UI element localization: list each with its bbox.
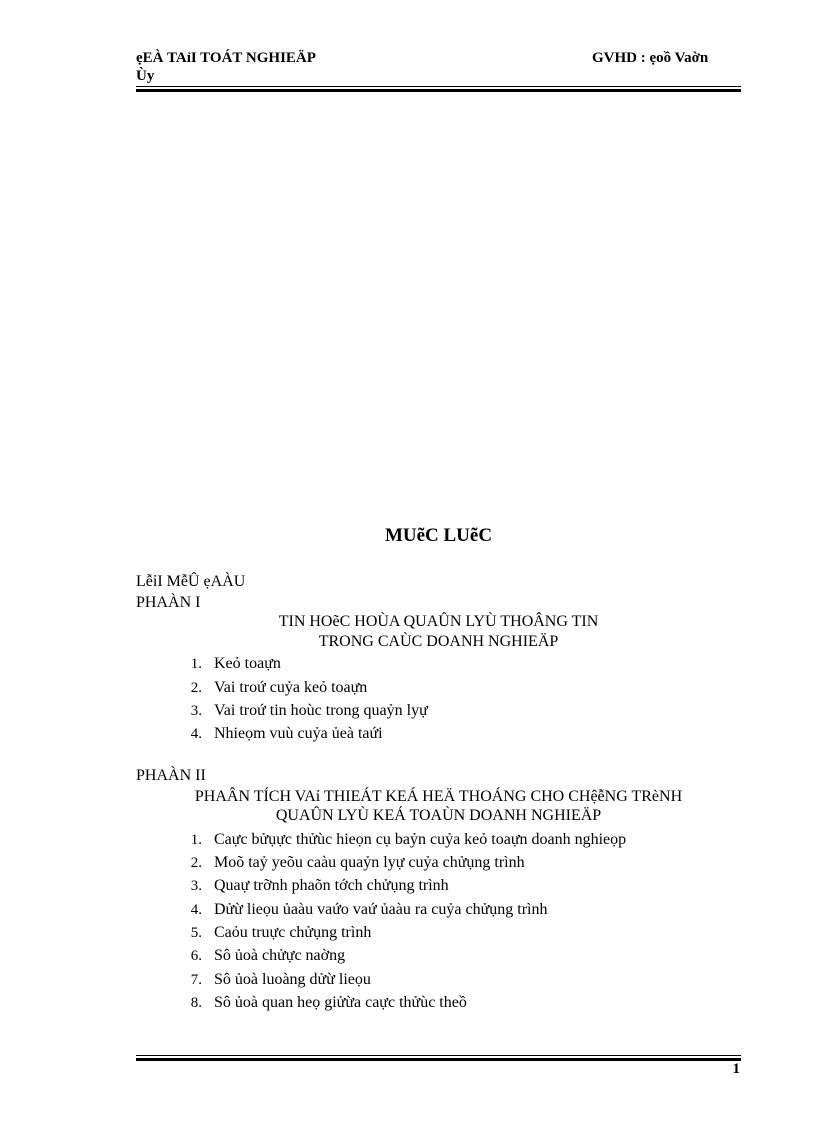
header-title: ẹEÀ TAỉI TOÁT NGHIEÄP xyxy=(136,50,316,66)
header-title-continuation: Ùy xyxy=(136,68,155,84)
header-supervisor: GVHD : ẹoồ Vaờn xyxy=(592,50,709,66)
toc-entry-number: 3. xyxy=(190,703,202,719)
part2-title-line2: QUAÛN LYÙ KEÁ TOAÙN DOANH NGHIEÄP xyxy=(275,807,602,824)
part2-label: PHAÀN II xyxy=(136,767,206,784)
toc-entry-number: 1. xyxy=(190,656,202,672)
toc-entry-text: Sô ủoà quan heọ giửừa caực thửùc theồ xyxy=(214,994,467,1011)
toc-entry-text: Quaự trỡnh phaõn tớch chửụng trình xyxy=(214,877,449,894)
header-rule-thin xyxy=(136,86,741,87)
toc-entry-text: Vai troứ cuỷa keỏ toaựn xyxy=(214,679,368,696)
toc-entry-number: 4. xyxy=(190,726,202,742)
footer-rule-thin xyxy=(136,1055,741,1056)
page-number: 1 xyxy=(732,1061,740,1077)
toc-entry-text: Nhieọm vuù cuỷa ủeà taứi xyxy=(214,725,383,742)
part2-title-line1: PHAÂN TÍCH VAỉ THIEÁT KEÁ HEÄ THOÁNG CHO CHệễNG TRèNH xyxy=(194,788,683,805)
toc-entry-text: Caỏu truực chửụng trình xyxy=(214,924,372,941)
toc-entry-number: 3. xyxy=(190,878,202,894)
toc-entry-text: Sô ủoà luoàng dửừ lieọu xyxy=(214,971,371,988)
toc-entry-text: Vai troứ tin hoùc trong quaỷn lyự xyxy=(214,702,428,719)
header-rule-thick xyxy=(136,89,741,92)
toc-entry-number: 7. xyxy=(190,972,202,988)
toc-entry-text: Dửừ lieọu ủaàu vaứo vaứ ủaàu ra cuỷa chửụng trình xyxy=(214,901,548,918)
toc-entry-number: 1. xyxy=(190,832,202,848)
toc-entry-number: 2. xyxy=(190,855,202,871)
toc-entry-number: 5. xyxy=(190,925,202,941)
toc-entry-text: Sô ủoà chửực naờng xyxy=(214,947,346,964)
toc-entry-number: 4. xyxy=(190,902,202,918)
toc-entry-text: Keỏ toaựn xyxy=(214,655,281,672)
toc-intro: LễỉI MễÛ ẹAÀU xyxy=(136,573,246,590)
toc-entry-text: Moõ taỷ yeõu caàu quaỷn lyự cuỷa chửụng trình xyxy=(214,854,525,871)
toc-entry-number: 6. xyxy=(190,948,202,964)
footer-rule-thick xyxy=(136,1058,741,1061)
toc-entry-text: Caực bửụực thửùc hieọn cụ baỷn cuỷa keỏ toaựn doanh nghieọp xyxy=(214,831,627,848)
toc-entry-number: 2. xyxy=(190,680,202,696)
part1-label: PHAÀN I xyxy=(136,594,201,611)
part1-title-line1: TIN HOẽC HOÙA QUAÛN LYÙ THOÂNG TIN xyxy=(278,613,599,630)
toc-title: MUẽC LUẽC xyxy=(384,525,493,546)
toc-entry-number: 8. xyxy=(190,995,202,1011)
part1-title-line2: TRONG CAÙC DOANH NGHIEÄP xyxy=(318,633,559,650)
